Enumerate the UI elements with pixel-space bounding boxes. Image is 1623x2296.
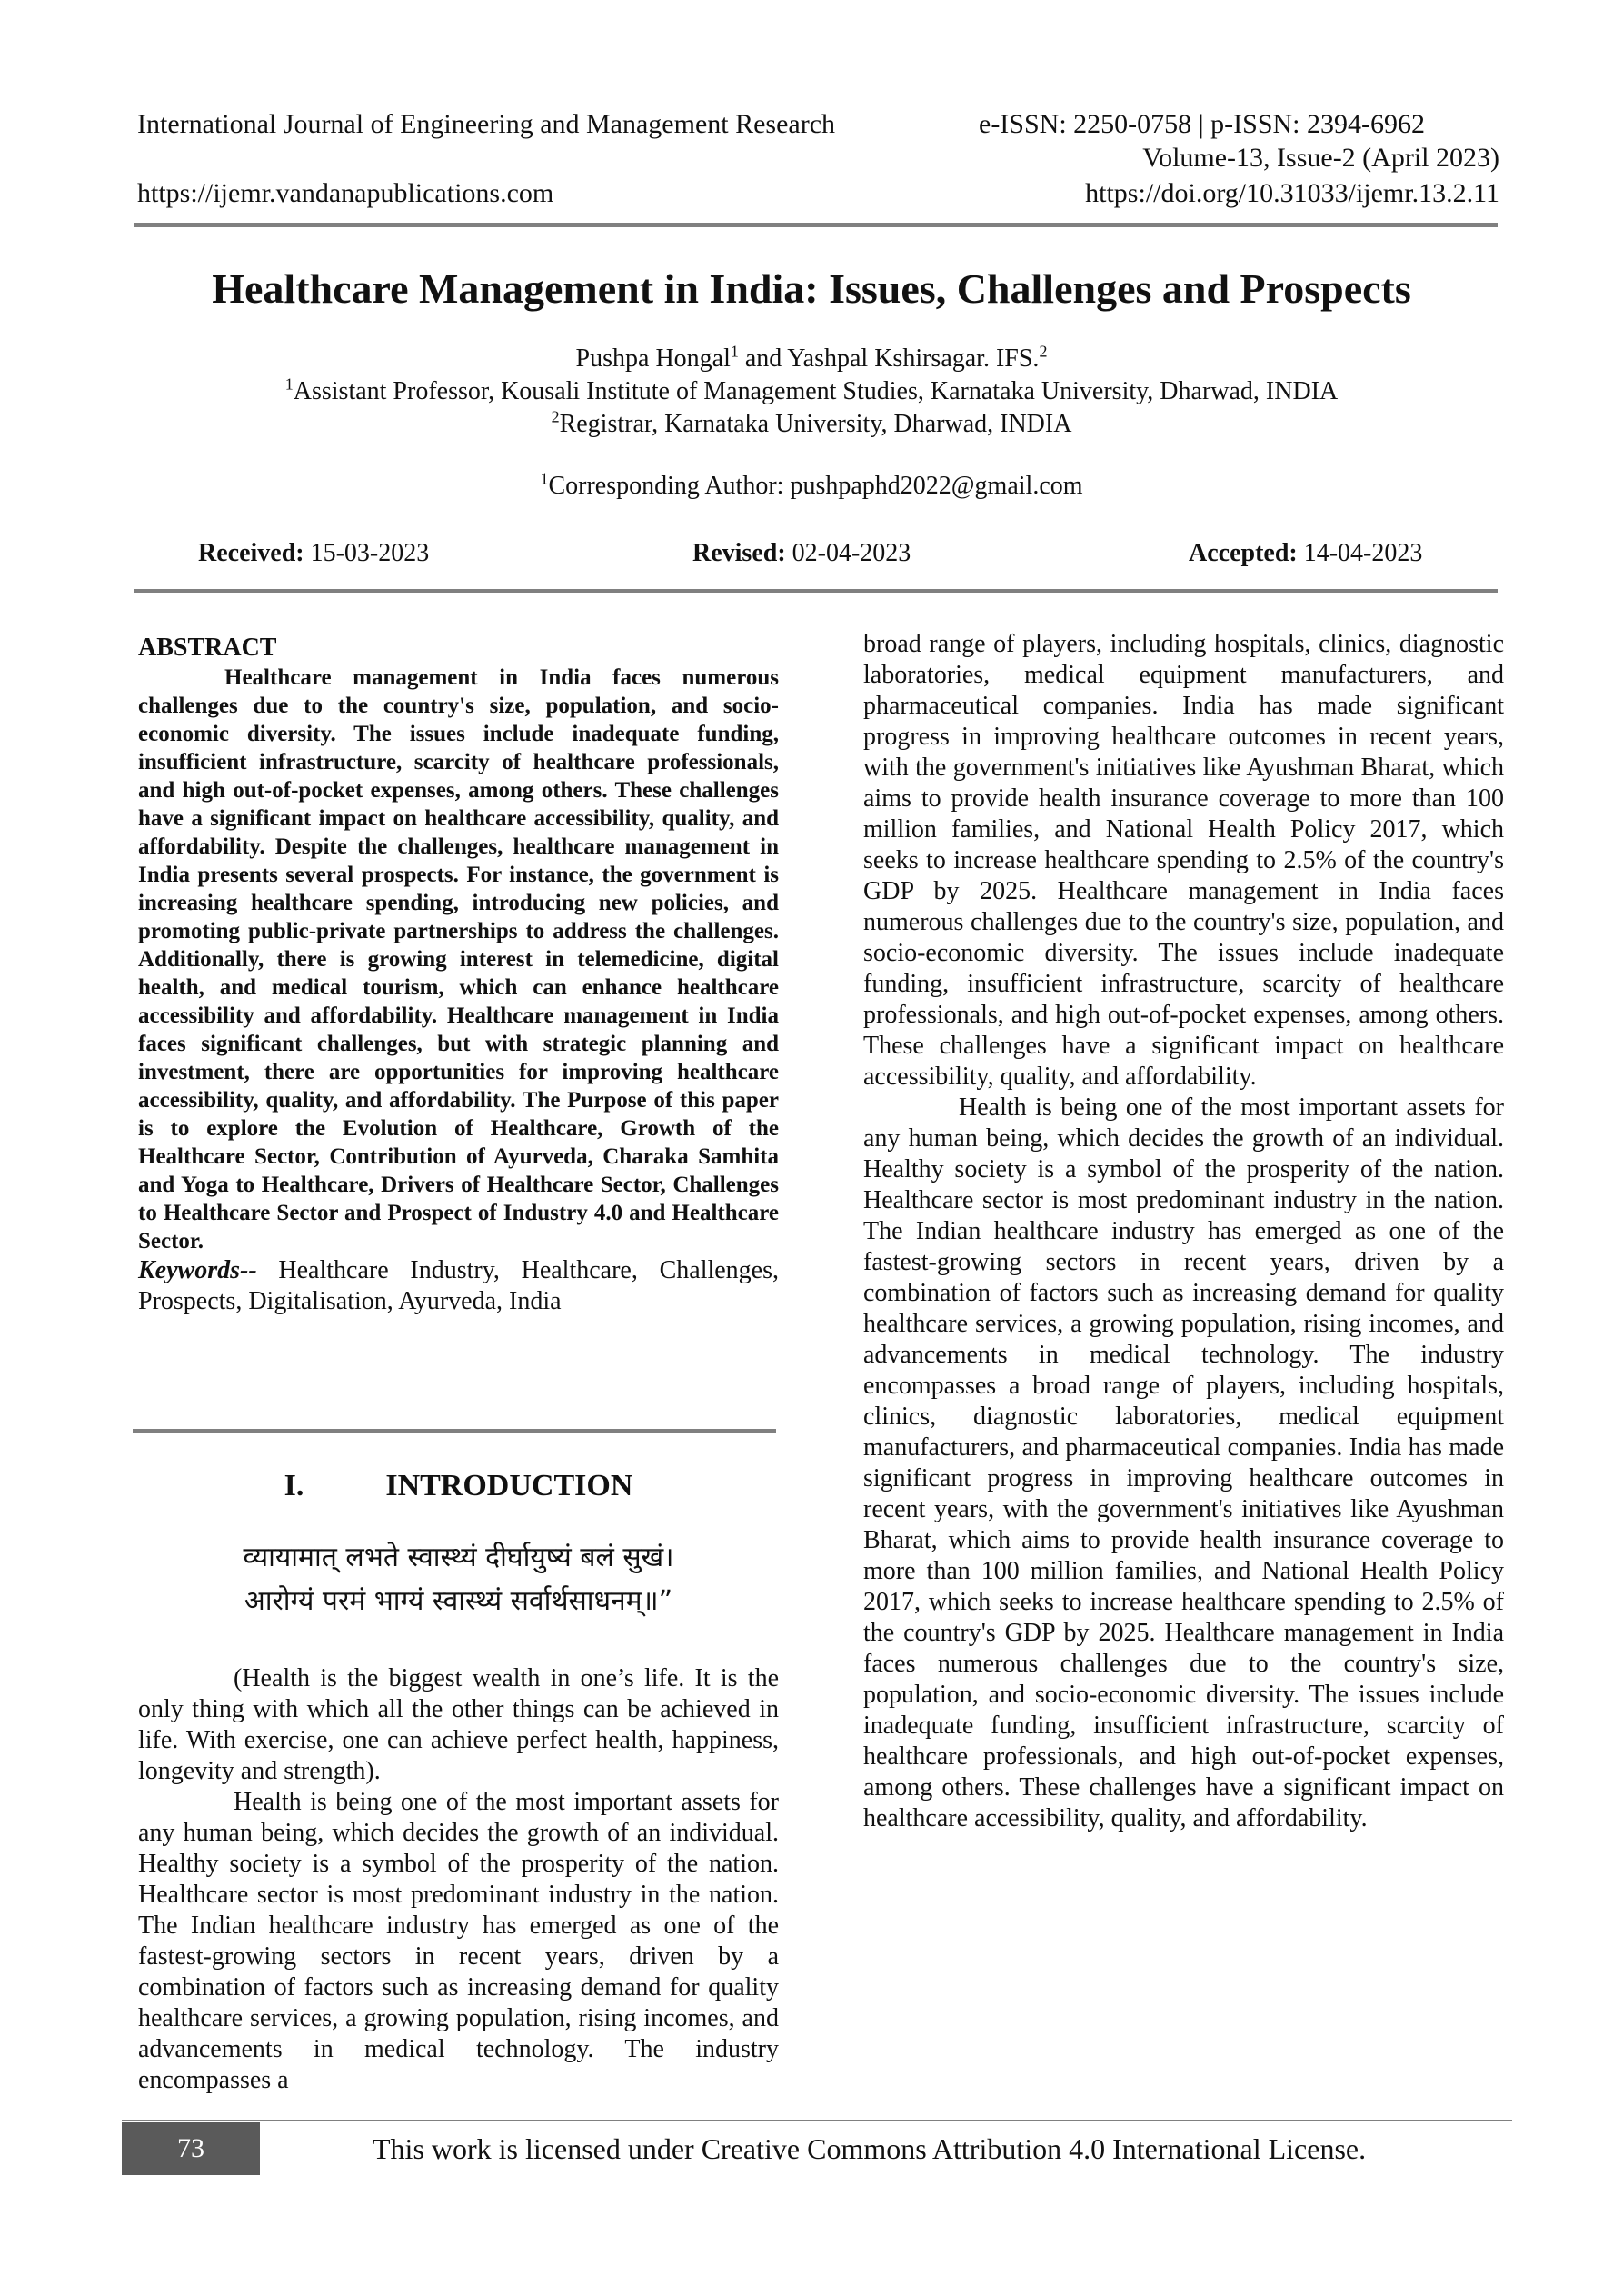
corresponding-author xyxy=(0,471,1623,502)
section-heading-introduction xyxy=(138,1468,779,1504)
page-number: 73 xyxy=(177,2133,204,2163)
license-notice: This work is licensed under Creative Commons Attribution 4.0 International License. xyxy=(373,2132,1367,2165)
abstract-body: Healthcare management in India faces numerous challenges due to the country's size, population, and socio-economic diversity. The issues include inadequate funding, insufficient infrastructure, scarcity of healthcare professionals, and high out-of-pocket expenses, among others. These challenges have a significant impact on healthcare accessibility, quality, and affordability. Despite the challenges, healthcare management in India presents several prospects. For instance, the government is increasing healthcare spending, introducing new policies, and promoting public-private partnerships to address the challenges. Additionally, there is growing interest in telemedicine, digital health, and medical tourism, which can enhance healthcare accessibility and affordability. Healthcare management in India faces significant challenges, but with strategic planning and investment, there are opportunities for improving healthcare accessibility, quality, and affordability. The Purpose of this paper is to explore the Evolution of Healthcare, Growth of the Healthcare Sector, Contribution of Ayurveda, Charaka Samhita and Yoga to Healthcare, Drivers of Healthcare Sector, Challenges to Healthcare Sector and Prospect of Industry 4.0 and Healthcare Sector. xyxy=(138,665,779,1253)
affiliation-2 xyxy=(0,409,1623,440)
accepted-label: Accepted: xyxy=(1189,539,1298,567)
accepted-value: 14-04-2023 xyxy=(1297,539,1423,567)
sanskrit-line-1: व्यायामात् लभते स्वास्थ्यं दीर्घायुष्यं बलं सुखं। xyxy=(243,1542,674,1573)
keywords-label: Keywords-- xyxy=(138,1256,257,1284)
corresponding-author-mark: 1 xyxy=(540,469,549,488)
revised-label: Revised: xyxy=(692,539,786,567)
revised-value: 02-04-2023 xyxy=(785,539,911,567)
header-rule xyxy=(134,223,1498,227)
author-line xyxy=(0,344,1623,374)
keywords xyxy=(138,1255,779,1317)
intro-paragraph-left: Health is being one of the most important assets for any human being, which decides the growth of an individual. Healthy society is a symbol of the prosperity of the nation. Healthcare sector is most predominant industry in the nation. The Indian healthcare industry has emerged as one of the fastest-growing sectors in recent years, driven by a combination of factors such as increasing demand for quality healthcare services, a growing population, rising incomes, and advancements in medical technology. The industry encompasses a xyxy=(138,1788,779,2094)
sanskrit-verse xyxy=(138,1536,779,1623)
issn-line: e-ISSN: 2250-0758 | p-ISSN: 2394-6962 xyxy=(979,109,1426,139)
received-value: 15-03-2023 xyxy=(304,539,430,567)
paper-title: Healthcare Management in India: Issues, Challenges and Prospects xyxy=(212,265,1411,312)
revised-date xyxy=(692,538,911,569)
section-number: I. xyxy=(284,1469,304,1502)
author-2: and Yashpal Kshirsagar. IFS. xyxy=(738,344,1040,373)
author-1-affil-mark: 1 xyxy=(730,342,739,361)
sanskrit-line-2: आरोग्यं परमं भाग्यं स्वास्थ्यं सर्वार्थसाधनम्॥” xyxy=(244,1585,673,1617)
right-column xyxy=(863,629,1504,1834)
abstract-heading: ABSTRACT xyxy=(138,634,277,662)
abstract-rule xyxy=(133,1429,776,1433)
journal-name: International Journal of Engineering and Management Research xyxy=(137,109,836,139)
affiliation-2-mark: 2 xyxy=(551,407,560,426)
author-1: Pushpa Hongal xyxy=(575,344,731,373)
affiliation-1 xyxy=(0,376,1623,407)
received-date xyxy=(198,538,429,569)
intro-paragraph-right-2: Health is being one of the most important assets for any human being, which decides the growth of an individual. Healthy society is a symbol of the prosperity of the nation. Healthcare sector is most predominant industry in the nation. The Indian healthcare industry has emerged as one of the fastest-growing sectors in recent years, driven by a combination of factors such as increasing demand for quality healthcare services, a growing population, rising incomes, and advancements in medical technology. The industry encompasses a broad range of players, including hospitals, clinics, diagnostic laboratories, medical equipment manufacturers, and pharmaceutical companies. India has made significant progress in improving healthcare outcomes in recent years, with the government's initiatives like Ayushman Bharat, which aims to provide health insurance coverage to more than 100 million families, and National Health Policy 2017, which seeks to increase healthcare spending to 2.5% of the country's GDP by 2025. Healthcare management in India faces numerous challenges due to the country's size, population, and socio-economic diversity. The issues include inadequate funding, insufficient infrastructure, scarcity of healthcare professionals, and high out-of-pocket expenses, among others. These challenges have a significant impact on healthcare accessibility, quality, and affordability. xyxy=(863,1093,1504,1832)
accepted-date xyxy=(1189,538,1422,569)
volume-line: Volume-13, Issue-2 (April 2023) xyxy=(1142,143,1499,173)
affiliation-2-text: Registrar, Karnataka University, Dharwad, INDIA xyxy=(559,410,1072,438)
affiliation-1-mark: 1 xyxy=(284,374,294,394)
corresponding-author-text: Corresponding Author: pushpaphd2022@gmail.com xyxy=(548,472,1083,500)
author-2-affil-mark: 2 xyxy=(1039,342,1048,361)
section-title: INTRODUCTION xyxy=(385,1469,633,1502)
dates-rule xyxy=(134,589,1498,593)
left-column-intro xyxy=(138,1663,779,2096)
received-label: Received: xyxy=(198,539,304,567)
intro-paragraph-right-1: broad range of players, including hospitals, clinics, diagnostic laboratories, medical equipment manufacturers, and pharmaceutical companies. India has made significant progress in improving healthcare outcomes in recent years, with the government's initiatives like Ayushman Bharat, which aims to provide health insurance coverage to more than 100 million families, and National Health Policy 2017, which seeks to increase healthcare spending to 2.5% of the country's GDP by 2025. Healthcare management in India faces numerous challenges due to the country's size, population, and socio-economic diversity. The issues include inadequate funding, insufficient infrastructure, scarcity of healthcare professionals, and high out-of-pocket expenses, among others. These challenges have a significant impact on healthcare accessibility, quality, and affordability. xyxy=(863,630,1504,1091)
journal-website-link[interactable]: https://ijemr.vandanapublications.com xyxy=(137,178,554,208)
keywords-text: Healthcare Industry, Healthcare, Challenges, Prospects, Digitalisation, Ayurveda, India xyxy=(138,1256,779,1315)
left-column xyxy=(138,633,779,1317)
translation-paragraph: (Health is the biggest wealth in one’s life. It is the only thing with which all the other things can be achieved in life. With exercise, one can achieve perfect health, happiness, longevity and strength). xyxy=(138,1664,779,1785)
doi-link[interactable]: https://doi.org/10.31033/ijemr.13.2.11 xyxy=(1085,178,1499,208)
footer-rule xyxy=(122,2120,1512,2121)
affiliation-1-text: Assistant Professor, Kousali Institute of Management Studies, Karnataka University, Dharwad, INDIA xyxy=(293,377,1339,405)
